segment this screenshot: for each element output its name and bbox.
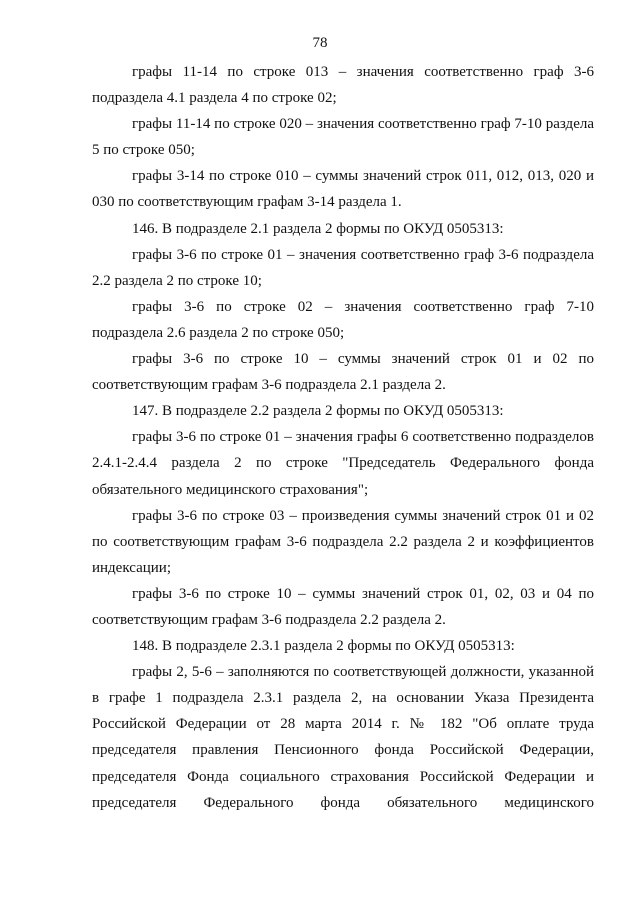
paragraph: графы 3-6 по строке 10 – суммы значений строк 01, 02, 03 и 04 по соответствующим графам 3-6 подраздела 2.2 раздела 2. [92, 585, 594, 628]
paragraph: графы 3-6 по строке 10 – суммы значений строк 01 и 02 по соответствующим графам 3-6 подраздела 2.1 раздела 2. [92, 351, 594, 394]
paragraph: графы 3-6 по строке 01 – значения графы 6 соответственно подразделов 2.4.1-2.4.4 раздела 2 по строке "Председатель Федерального фонда обязательного медицинского страхования"; [92, 429, 594, 498]
paragraph: графы 11-14 по строке 013 – значения соответственно граф 3-6 подраздела 4.1 раздела 4 по строке 02; [92, 64, 594, 107]
document-body [92, 59, 594, 816]
paragraph: графы 3-6 по строке 02 – значения соответственно граф 7-10 подраздела 2.6 раздела 2 по строке 050; [92, 298, 594, 341]
page-number: 78 [312, 35, 328, 51]
section-heading-148: 148. В подразделе 2.3.1 раздела 2 формы по ОКУД 0505313: [132, 638, 515, 655]
paragraph: графы 3-14 по строке 010 – суммы значений строк 011, 012, 013, 020 и 030 по соответствующим графам 3-14 раздела 1. [92, 168, 594, 211]
section-heading-146: 146. В подразделе 2.1 раздела 2 формы по ОКУД 0505313: [132, 220, 504, 237]
paragraph: графы 3-6 по строке 01 – значения соответственно граф 3-6 подраздела 2.2 раздела 2 по строке 10; [92, 246, 594, 289]
paragraph: графы 11-14 по строке 020 – значения соответственно граф 7-10 раздела 5 по строке 050; [92, 116, 594, 159]
paragraph: графы 2, 5-6 – заполняются по соответствующей должности, указанной в графе 1 подраздела 2.3.1 раздела 2, на основании Указа Президента Российской Федерации от 28 марта 2014 г. № 182 "Об оплате труда председателя правления Пенсионного фонда Российской Федерации, председателя Фонда социального страхования Российской Федерации и председателя Федерального фонда обязательного медицинского [92, 664, 594, 811]
paragraph: графы 3-6 по строке 03 – произведения суммы значений строк 01 и 02 по соответствующим графам 3-6 подраздела 2.2 раздела 2 и коэффициентов индексации; [92, 507, 594, 576]
section-heading-147: 147. В подразделе 2.2 раздела 2 формы по ОКУД 0505313: [132, 403, 504, 420]
